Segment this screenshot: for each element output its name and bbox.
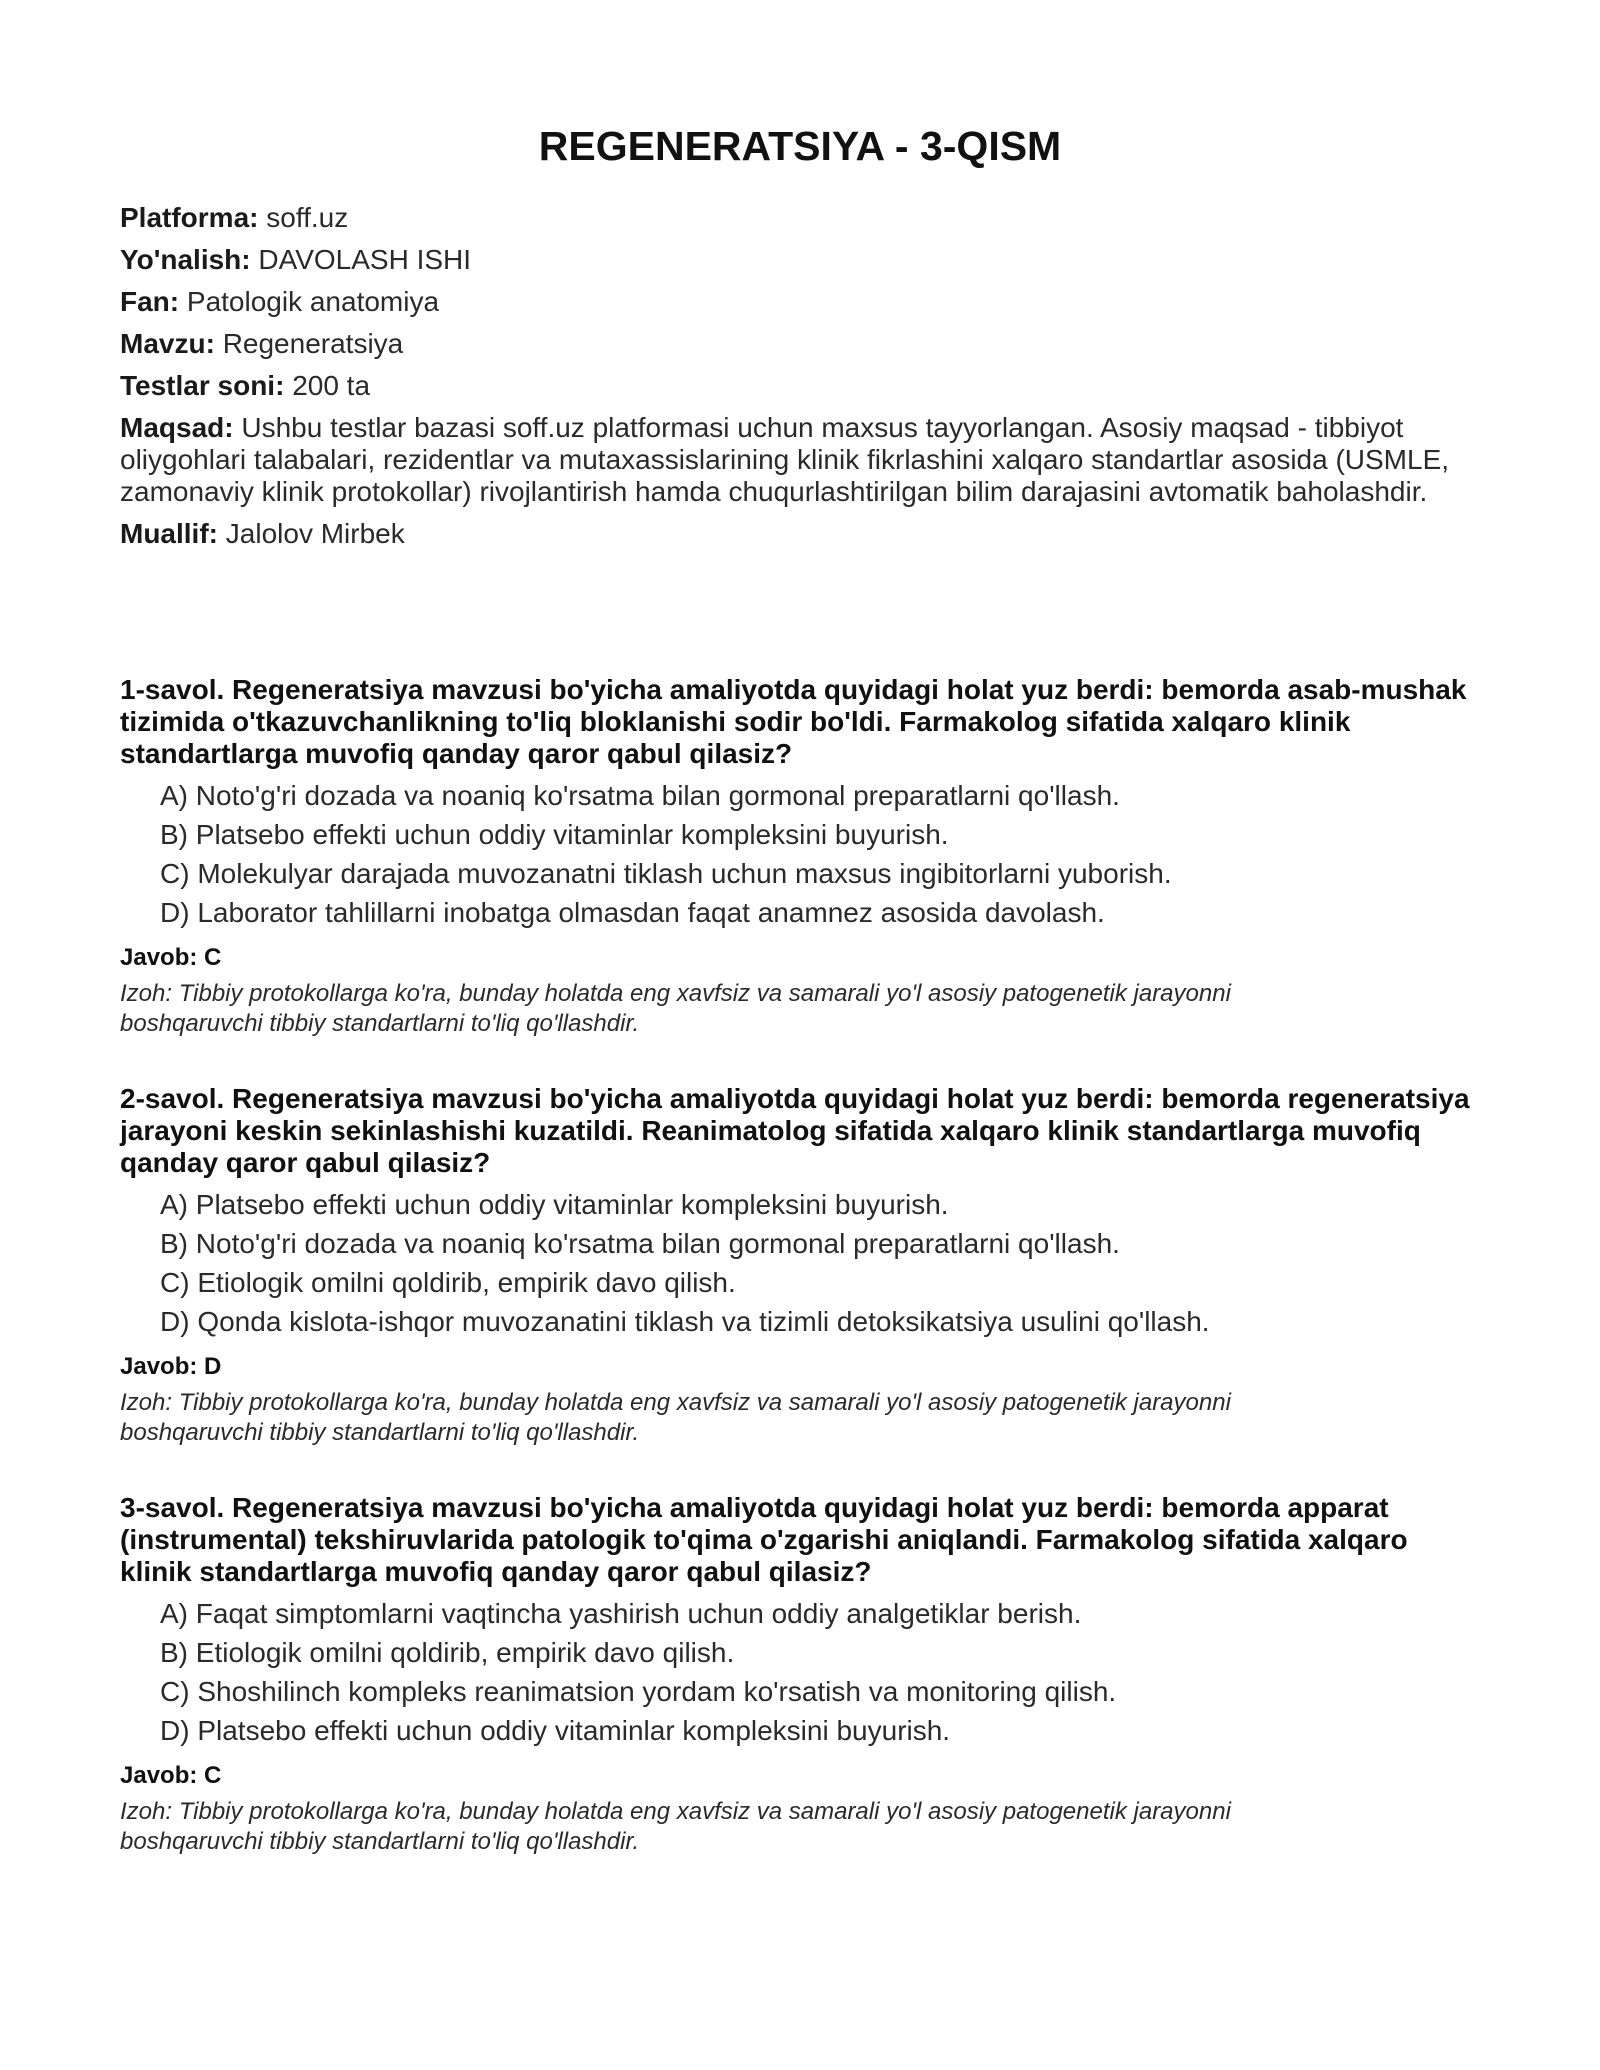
- meta-count-value: 200 ta: [292, 370, 371, 401]
- meta-count-label: Testlar soni:: [120, 370, 285, 401]
- question-text: 2-savol. Regeneratsiya mavzusi bo'yicha amaliyotda quyidagi holat yuz berdi: bemorda regeneratsiya jarayoni keskin sekinlashishi kuzatildi. Reanimatolog sifatida xalqaro klinik standartlarga muvofiq qanday qaror qabul qilasiz?: [120, 1083, 1470, 1178]
- answer-explanation: Izoh: Tibbiy protokollarga ko'ra, bunday holatda eng xavfsiz va samarali yo'l asosiy patogenetik jarayonni boshqaruvchi tibbiy standartlarni to'liq qo'llashdir.: [120, 980, 1231, 1037]
- questions-list: [120, 674, 1480, 1901]
- meta-author-value: Jalolov Mirbek: [225, 518, 405, 549]
- answer-option: C) Etiologik omilni qoldirib, empirik davo qilish.: [160, 1267, 736, 1298]
- meta-direction: [120, 244, 1480, 276]
- document-title: REGENERATSIYA - 3-QISM: [538, 123, 1062, 169]
- question-text: 3-savol. Regeneratsiya mavzusi bo'yicha amaliyotda quyidagi holat yuz berdi: bemorda apparat (instrumental) tekshiruvlarida patologik to'qima o'zgarishi aniqlandi. Farmakolog sifatida xalqaro klinik standartlarga muvofiq qanday qaror qabul qilasiz?: [120, 1492, 1408, 1587]
- answer-option: C) Molekulyar darajada muvozanatni tiklash uchun maxsus ingibitorlarni yuborish.: [160, 858, 1172, 889]
- meta-direction-value: DAVOLASH ISHI: [258, 244, 472, 275]
- meta-topic-value: Regeneratsiya: [222, 328, 404, 359]
- answer-option: B) Etiologik omilni qoldirib, empirik davo qilish.: [160, 1637, 735, 1668]
- answer-option: A) Platsebo effekti uchun oddiy vitaminlar kompleksini buyurish.: [160, 1189, 949, 1220]
- answer-key: Javob: C: [120, 1762, 222, 1789]
- meta-platform: [120, 202, 1480, 234]
- answer-options: [120, 1598, 1480, 1747]
- meta-topic: [120, 328, 1480, 360]
- meta-direction-label: Yo'nalish:: [120, 244, 251, 275]
- meta-count: [120, 370, 1480, 402]
- meta-purpose: [120, 412, 1480, 508]
- answer-options: [120, 1189, 1480, 1338]
- question-block: [120, 1492, 1480, 1857]
- question-block: [120, 1083, 1480, 1448]
- answer-option: A) Noto'g'ri dozada va noaniq ko'rsatma bilan gormonal preparatlarni qo'llash.: [160, 780, 1120, 811]
- meta-subject-value: Patologik anatomiya: [186, 286, 440, 317]
- meta-author: [120, 518, 1480, 550]
- answer-options: [120, 780, 1480, 929]
- answer-explanation: Izoh: Tibbiy protokollarga ko'ra, bunday holatda eng xavfsiz va samarali yo'l asosiy patogenetik jarayonni boshqaruvchi tibbiy standartlarni to'liq qo'llashdir.: [120, 1798, 1231, 1855]
- answer-option: A) Faqat simptomlarni vaqtincha yashirish uchun oddiy analgetiklar berish.: [160, 1598, 1082, 1629]
- meta-author-label: Muallif:: [120, 518, 218, 549]
- document-meta: [120, 202, 1480, 560]
- answer-key: Javob: C: [120, 944, 222, 971]
- answer-option: D) Platsebo effekti uchun oddiy vitaminlar kompleksini buyurish.: [160, 1715, 951, 1746]
- meta-purpose-value: Ushbu testlar bazasi soff.uz platformasi uchun maxsus tayyorlangan. Asosiy maqsad - tibbiyot oliygohlari talabalari, rezidentlar va mutaxassislarining klinik fikrlashini xalqaro standartlar asosida (USMLE, zamonaviy klinik protokollar) rivojlantirish hamda chuqurlashtirilgan bilim darajasini avtomatik baholashdir.: [120, 412, 1450, 507]
- answer-option: B) Platsebo effekti uchun oddiy vitaminlar kompleksini buyurish.: [160, 819, 949, 850]
- meta-topic-label: Mavzu:: [120, 328, 215, 359]
- answer-option: D) Laborator tahlillarni inobatga olmasdan faqat anamnez asosida davolash.: [160, 897, 1105, 928]
- answer-key: Javob: D: [120, 1353, 222, 1380]
- meta-subject-label: Fan:: [120, 286, 180, 317]
- meta-purpose-label: Maqsad:: [120, 412, 234, 443]
- question-block: [120, 674, 1480, 1039]
- answer-option: B) Noto'g'ri dozada va noaniq ko'rsatma bilan gormonal preparatlarni qo'llash.: [160, 1228, 1120, 1259]
- question-text: 1-savol. Regeneratsiya mavzusi bo'yicha amaliyotda quyidagi holat yuz berdi: bemorda asab-mushak tizimida o'tkazuvchanlikning to'liq bloklanishi sodir bo'ldi. Farmakolog sifatida xalqaro klinik standartlarga muvofiq qanday qaror qabul qilasiz?: [120, 674, 1467, 769]
- answer-option: C) Shoshilinch kompleks reanimatsion yordam ko'rsatish va monitoring qilish.: [160, 1676, 1117, 1707]
- meta-platform-label: Platforma:: [120, 202, 259, 233]
- answer-option: D) Qonda kislota-ishqor muvozanatini tiklash va tizimli detoksikatsiya usulini qo'llash.: [160, 1306, 1210, 1337]
- meta-subject: [120, 286, 1480, 318]
- meta-platform-value: soff.uz: [266, 202, 349, 233]
- answer-explanation: Izoh: Tibbiy protokollarga ko'ra, bunday holatda eng xavfsiz va samarali yo'l asosiy patogenetik jarayonni boshqaruvchi tibbiy standartlarni to'liq qo'llashdir.: [120, 1389, 1231, 1446]
